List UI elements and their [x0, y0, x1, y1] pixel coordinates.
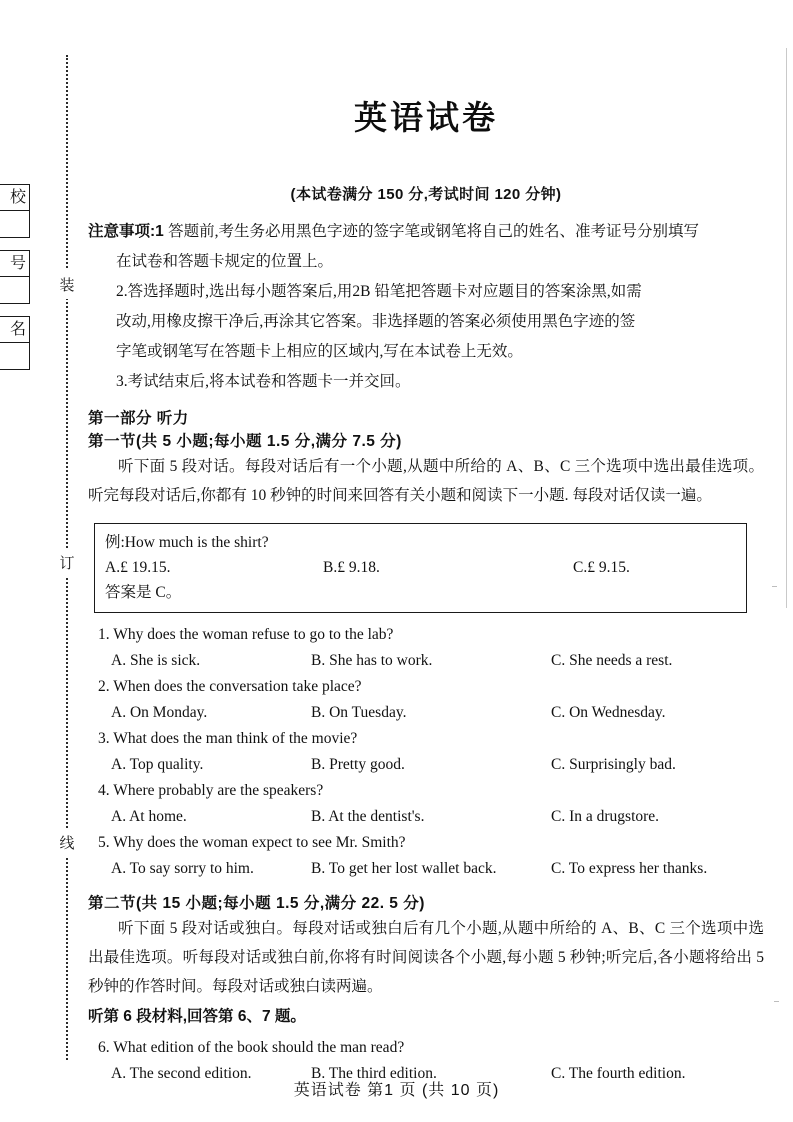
question-option-b[interactable]: B. Pretty good. [311, 756, 405, 773]
question-options [111, 648, 764, 674]
scan-artifact-dot [772, 586, 777, 587]
question-stem: 3. What does the man think of the movie? [98, 730, 358, 747]
seal-box-school [0, 184, 30, 238]
part-one-title: 第一部分 听力 [88, 410, 189, 427]
question-option-a[interactable]: A. The second edition. [111, 1065, 252, 1082]
question-option-c[interactable]: C. The fourth edition. [551, 1065, 686, 1082]
question-option-a[interactable]: A. At home. [111, 808, 187, 825]
seal-box-school-label: 校 [0, 185, 29, 211]
question-stem: 4. Where probably are the speakers? [98, 782, 324, 799]
notice-item-2-line-3: 字笔或钢笔写在答题卡上相应的区域内,写在本试卷上无效。 [116, 343, 523, 360]
question-item [88, 830, 764, 882]
question-option-c[interactable]: C. She needs a rest. [551, 652, 673, 669]
question-item [88, 622, 764, 674]
notice-item-2-line-1: 2.答选择题时,选出每小题答案后,用2B 铅笔把答题卡对应题目的答案涂黑,如需 [116, 283, 642, 300]
question-option-b[interactable]: B. To get her lost wallet back. [311, 860, 497, 877]
question-option-b[interactable]: B. At the dentist's. [311, 808, 425, 825]
example-option-b: B.£ 9.18. [323, 559, 380, 576]
question-option-c[interactable]: C. Surprisingly bad. [551, 756, 676, 773]
notice-block [88, 217, 764, 397]
notice-item-2-line-2: 改动,用橡皮擦干净后,再涂其它答案。非选择题的答案必须使用黑色字迹的签 [116, 313, 636, 330]
exam-subtitle: (本试卷满分 150 分,考试时间 120 分钟) [290, 186, 562, 203]
question-options [111, 700, 764, 726]
question-option-a[interactable]: A. Top quality. [111, 756, 204, 773]
scan-artifact-line [786, 48, 787, 608]
example-options [105, 555, 736, 580]
notice-item-3-line-1: 3.考试结束后,将本试卷和答题卡一并交回。 [116, 373, 411, 390]
seal-info-boxes [0, 184, 30, 382]
section-one-instructions: 听下面 5 段对话。每段对话后有一个小题,从题中所给的 A、B、C 三个选项中选出最佳选项。听完每段对话后,你都有 10 秒钟的时间来回答有关小题和阅读下一小题. 每段对话仅读一遍。 [88, 458, 764, 504]
question-option-c[interactable]: C. In a drugstore. [551, 808, 660, 825]
question-option-a[interactable]: A. To say sorry to him. [111, 860, 254, 877]
example-option-a: A.£ 19.15. [105, 559, 171, 576]
section-one-question-list [88, 622, 764, 882]
question-option-b[interactable]: B. On Tuesday. [311, 704, 407, 721]
question-options [111, 856, 764, 882]
question-option-c[interactable]: C. On Wednesday. [551, 704, 666, 721]
notice-item-3 [116, 367, 764, 397]
notice-item-1-line-1: 答题前,考生务必用黑色字迹的签字笔或钢笔将自己的姓名、准考证号分别填写 [168, 223, 699, 240]
seal-char-xian: 线 [55, 828, 79, 857]
seal-char-ding: 订 [55, 548, 79, 577]
question-stem: 6. What edition of the book should the man read? [98, 1039, 405, 1056]
seal-box-exam-number-blank[interactable] [0, 277, 29, 303]
page-title: 英语试卷 [354, 99, 498, 136]
section-two-instructions: 听下面 5 段对话或独白。每段对话或独白后有几个小题,从题中所给的 A、B、C 三个选项中选出最佳选项。听每段对话或独白前,你将有时间阅读各个小题,每小题 5 秒钟;听完后,各小题将给出 5 秒钟的作答时间。每段对话或独白读两遍。 [88, 920, 764, 995]
seal-box-exam-number [0, 250, 30, 304]
example-prompt: 例:How much is the shirt? [105, 534, 269, 551]
seal-box-student-name-label: 名 [0, 317, 29, 343]
question-option-a[interactable]: A. She is sick. [111, 652, 201, 669]
question-options [111, 804, 764, 830]
seal-char-zhuang: 装 [55, 270, 79, 299]
example-option-c: C.£ 9.15. [573, 559, 630, 576]
seal-box-student-name [0, 316, 30, 370]
notice-item-1 [88, 217, 764, 247]
section-two-material-note: 听第 6 段材料,回答第 6、7 题。 [88, 1008, 306, 1025]
question-stem: 1. Why does the woman refuse to go to the lab? [98, 626, 394, 643]
seal-box-school-blank[interactable] [0, 211, 29, 237]
question-option-b[interactable]: B. The third edition. [311, 1065, 437, 1082]
example-answer: 答案是 C。 [105, 584, 182, 601]
question-stem: 2. When does the conversation take place? [98, 678, 362, 695]
notice-heading: 注意事项:1 [88, 223, 164, 240]
question-item [88, 726, 764, 778]
question-option-a[interactable]: A. On Monday. [111, 704, 208, 721]
notice-item-1-line-2: 在试卷和答题卡规定的位置上。 [116, 253, 334, 270]
example-question-box [94, 523, 747, 613]
seal-box-exam-number-label: 号 [0, 251, 29, 277]
page-footer: 英语试卷 第1 页 (共 10 页) [293, 1082, 500, 1099]
document-content [88, 0, 764, 1087]
section-one-heading: 第一节(共 5 小题;每小题 1.5 分,满分 7.5 分) [88, 433, 402, 450]
question-option-b[interactable]: B. She has to work. [311, 652, 433, 669]
notice-item-2 [116, 277, 764, 367]
question-stem: 5. Why does the woman expect to see Mr. Smith? [98, 834, 406, 851]
question-item [88, 778, 764, 830]
seal-box-student-name-blank[interactable] [0, 343, 29, 369]
question-item [88, 674, 764, 726]
scan-artifact-dot [774, 1001, 779, 1002]
question-option-c[interactable]: C. To express her thanks. [551, 860, 708, 877]
question-options [111, 752, 764, 778]
section-two-heading: 第二节(共 15 小题;每小题 1.5 分,满分 22. 5 分) [88, 895, 425, 912]
